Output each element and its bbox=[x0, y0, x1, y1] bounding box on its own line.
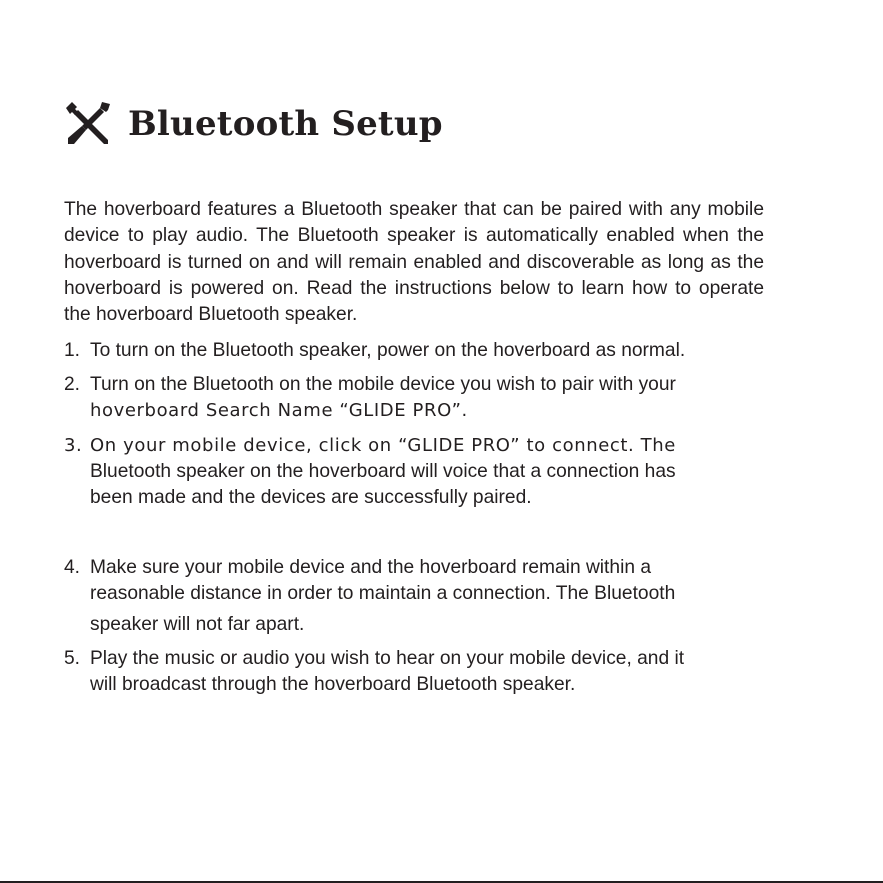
step-text: reasonable distance in order to maintain a connection. The Bluetooth bbox=[90, 583, 676, 605]
step-text: speaker will not far apart. bbox=[90, 613, 305, 635]
step-text: Make sure your mobile device and the hoverboard remain within a bbox=[90, 557, 652, 579]
intro-paragraph: The hoverboard features a Bluetooth speaker that can be paired with any mobile device to play audio. The Bluetooth speaker is automatically enabled when the hoverboard is turned on and will remain enabled and discoverable as long as the hoverboard is powered on. Read the instructions below to learn how to operate the hoverboard Bluetooth speaker. bbox=[64, 199, 764, 325]
step-number: 5. bbox=[64, 647, 81, 669]
step-number: 2. bbox=[64, 374, 81, 396]
page-title: Bluetooth Setup bbox=[128, 104, 443, 144]
step-text: On your mobile device, click on “GLIDE PRO” to connect. The bbox=[90, 434, 676, 456]
step-text: hoverboard Search Name “GLIDE PRO”. bbox=[90, 400, 468, 422]
step-number: 3. bbox=[64, 434, 83, 456]
list-item bbox=[64, 372, 764, 424]
list-item bbox=[64, 555, 764, 638]
step-text: will broadcast through the hoverboard Bluetooth speaker. bbox=[90, 674, 576, 696]
tools-icon bbox=[62, 98, 114, 150]
step-text: Turn on the Bluetooth on the mobile device you wish to pair with your bbox=[90, 374, 676, 396]
instruction-list bbox=[64, 338, 764, 698]
step-text: Play the music or audio you wish to hear on your mobile device, and it bbox=[90, 647, 685, 669]
list-item bbox=[64, 338, 764, 364]
step-text: Bluetooth speaker on the hoverboard will voice that a connection has bbox=[90, 460, 676, 482]
list-item bbox=[64, 646, 764, 698]
step-text: been made and the devices are successfully paired. bbox=[90, 487, 532, 509]
step-number: 4. bbox=[64, 557, 81, 579]
section-heading bbox=[62, 96, 443, 152]
list-item bbox=[64, 433, 764, 512]
step-text: To turn on the Bluetooth speaker, power on the hoverboard as normal. bbox=[90, 340, 686, 361]
step-number: 1. bbox=[64, 340, 81, 361]
